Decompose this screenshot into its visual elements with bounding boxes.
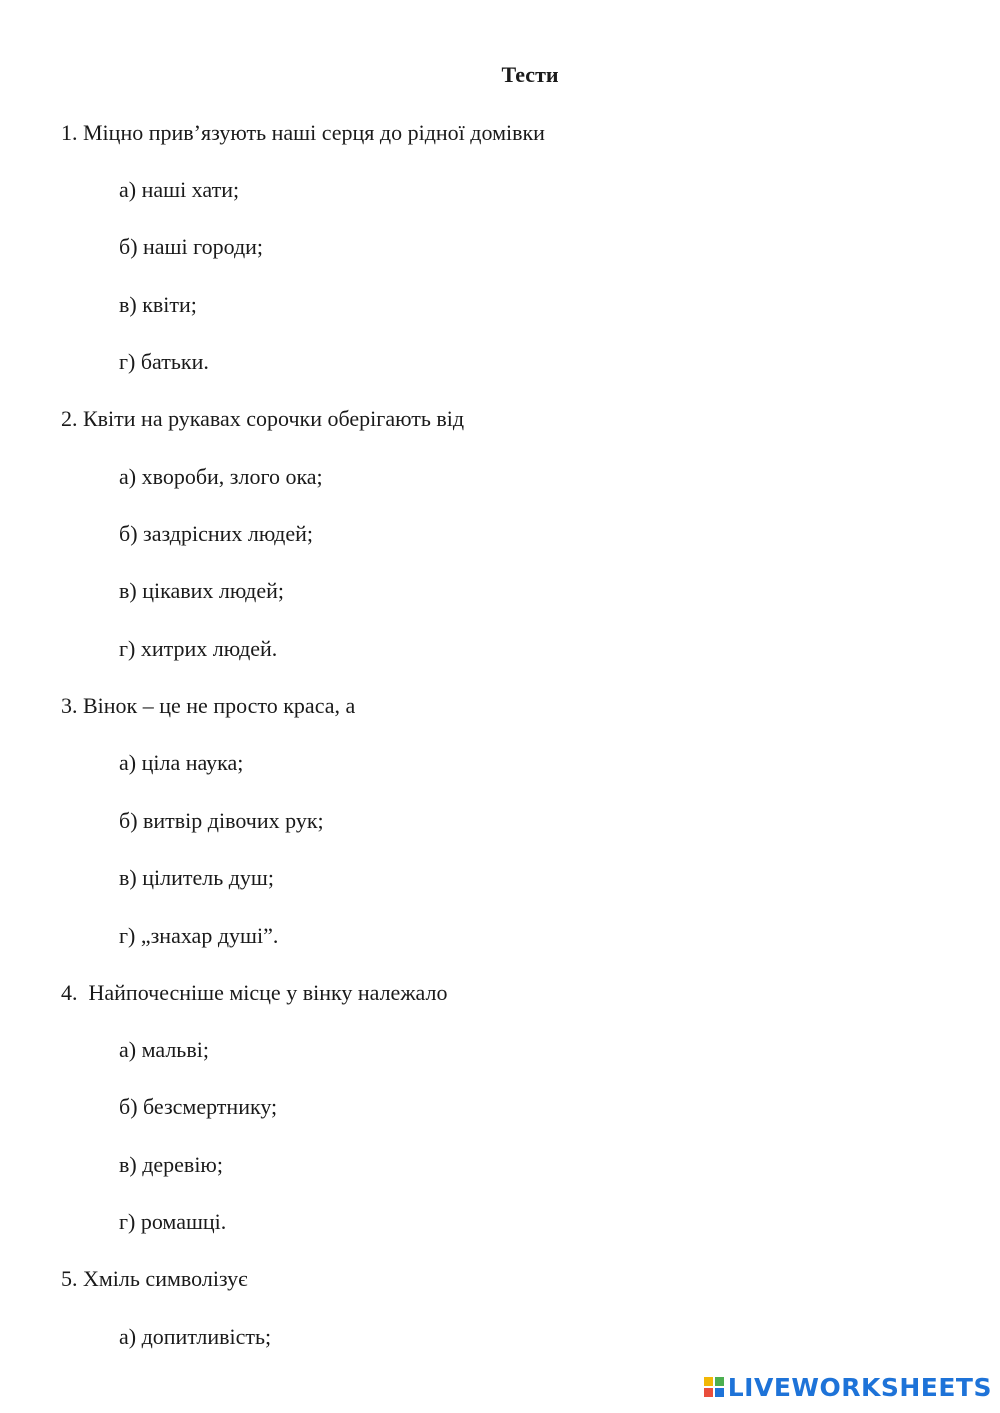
logo-tile-icon (704, 1388, 713, 1397)
question-1-option-b: б) наші городи; (119, 234, 264, 259)
question-4-option-d: г) ромашці. (119, 1209, 227, 1234)
question-1-option-a: а) наші хати; (119, 177, 240, 202)
question-3: 3. Вінок – це не просто краса, а (61, 693, 356, 718)
question-4-option-a: а) мальві; (119, 1037, 209, 1062)
question-4: 4. Найпочесніше місце у вінку належало (61, 980, 448, 1005)
liveworksheets-logo (704, 1373, 992, 1401)
question-2-option-b: б) заздрісних людей; (119, 521, 314, 546)
question-4-option-c: в) деревію; (119, 1152, 223, 1177)
question-1: 1. Міцно прив’язують наші серця до рідної домівки (61, 120, 545, 145)
question-5-option-a: а) допитливість; (119, 1324, 272, 1349)
question-3-option-a: а) ціла наука; (119, 750, 244, 775)
logo-tile-icon (704, 1377, 713, 1386)
logo-text: LIVEWORKSHEETS (727, 1372, 992, 1402)
question-2-option-d: г) хитрих людей. (119, 636, 278, 661)
question-2-option-a: а) хвороби, злого ока; (119, 464, 323, 489)
question-1-option-d: г) батьки. (119, 349, 209, 374)
page-title: Тести (501, 62, 559, 87)
question-3-option-c: в) цілитель душ; (119, 865, 274, 890)
logo-tile-icon (715, 1388, 724, 1397)
question-3-option-b: б) витвір дівочих рук; (119, 808, 324, 833)
question-1-option-c: в) квіти; (119, 292, 197, 317)
question-5: 5. Хміль символізує (61, 1266, 248, 1291)
question-2-option-c: в) цікавих людей; (119, 578, 285, 603)
question-4-option-b: б) безсмертнику; (119, 1094, 278, 1119)
logo-mark-icon (704, 1377, 724, 1397)
logo-tile-icon (715, 1377, 724, 1386)
question-2: 2. Квіти на рукавах сорочки оберігають від (61, 406, 465, 431)
question-3-option-d: г) „знахар душі”. (119, 923, 279, 948)
